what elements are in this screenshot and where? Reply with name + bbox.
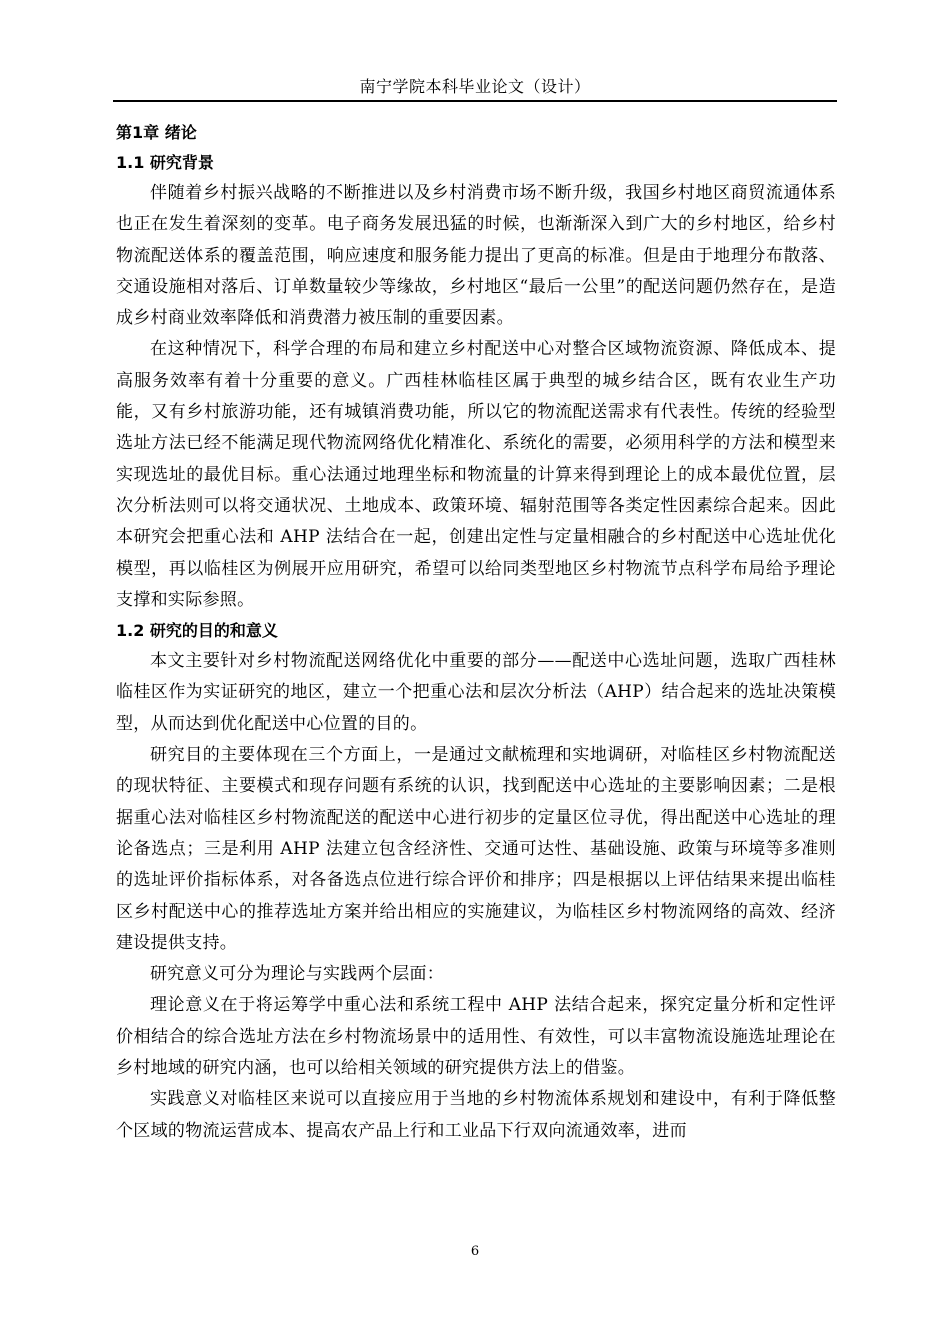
- paragraph: 在这种情况下，科学合理的布局和建立乡村配送中心对整合区域物流资源、降低成本、提高服务效率有着十分重要的意义。广西桂林临桂区属于典型的城乡结合区，既有农业生产功能，又有乡村旅游功能，还有城镇消费功能，所以它的物流配送需求有代表性。传统的经验型选址方法已经不能满足现代物流网络优化精准化、系统化的需要，必须用科学的方法和模型来实现选址的最优目标。重心法通过地理坐标和物流量的计算来得到理论上的成本最优位置，层次分析法则可以将交通状况、土地成本、政策环境、辐射范围等各类定性因素综合起来。因此本研究会把重心法和 AHP 法结合在一起，创建出定性与定量相融合的乡村配送中心选址优化模型，再以临桂区为例展开应用研究，希望可以给同类型地区乡村物流节点科学布局给予理论支撑和实际参照。: [116, 339, 836, 610]
- running-header-title: 南宁学院本科毕业论文（设计）: [359, 77, 591, 96]
- paragraph: 本文主要针对乡村物流配送网络优化中重要的部分——配送中心选址问题，选取广西桂林临桂区作为实证研究的地区，建立一个把重心法和层次分析法（AHP）结合起来的选址决策模型，从而达到优化配送中心位置的目的。: [116, 651, 836, 734]
- paragraph: 伴随着乡村振兴战略的不断推进以及乡村消费市场不断升级，我国乡村地区商贸流通体系也正在发生着深刻的变革。电子商务发展迅猛的时候，也渐渐深入到广大的乡村地区，给乡村物流配送体系的覆盖范围，响应速度和服务能力提出了更高的标准。但是由于地理分布散落、交通设施相对落后、订单数量较少等缘故，乡村地区“最后一公里”的配送问题仍然存在，是造成乡村商业效率降低和消费潜力被压制的重要因素。: [116, 183, 836, 329]
- section-heading-1-1: 1.1 研究背景: [116, 153, 214, 172]
- paragraph: 研究目的主要体现在三个方面上，一是通过文献梳理和实地调研，对临桂区乡村物流配送的现状特征、主要模式和现存问题有系统的认识，找到配送中心选址的主要影响因素；二是根据重心法对临桂区乡村物流配送的配送中心进行初步的定量区位寻优，得出配送中心选址的理论备选点；三是利用 AHP 法建立包含经济性、交通可达性、基础设施、政策与环境等多准则的选址评价指标体系，对各备选点位进行综合评价和排序；四是根据以上评估结果来提出临桂区乡村配送中心的推荐选址方案并给出相应的实施建议，为临桂区乡村物流网络的高效、经济建设提供支持。: [116, 745, 836, 953]
- page-body: [116, 116, 836, 1147]
- paragraph: 理论意义在于将运筹学中重心法和系统工程中 AHP 法结合起来，探究定量分析和定性评价相结合的综合选址方法在乡村物流场景中的适用性、有效性，可以丰富物流设施选址理论在乡村地域的研究内涵，也可以给相关领域的研究提供方法上的借鉴。: [116, 995, 836, 1079]
- section-heading-1-2: 1.2 研究的目的和意义: [116, 621, 278, 641]
- page-number: 6: [470, 1244, 480, 1259]
- paragraph: 实践意义对临桂区来说可以直接应用于当地的乡村物流体系规划和建设中，有利于降低整个区域的物流运营成本、提高农产品上行和工业品下行双向流通效率，进而: [116, 1089, 836, 1141]
- chapter-title: 第1章 绪论: [116, 123, 197, 142]
- paragraph: 研究意义可分为理论与实践两个层面：: [150, 964, 445, 985]
- header-rule: [113, 100, 837, 102]
